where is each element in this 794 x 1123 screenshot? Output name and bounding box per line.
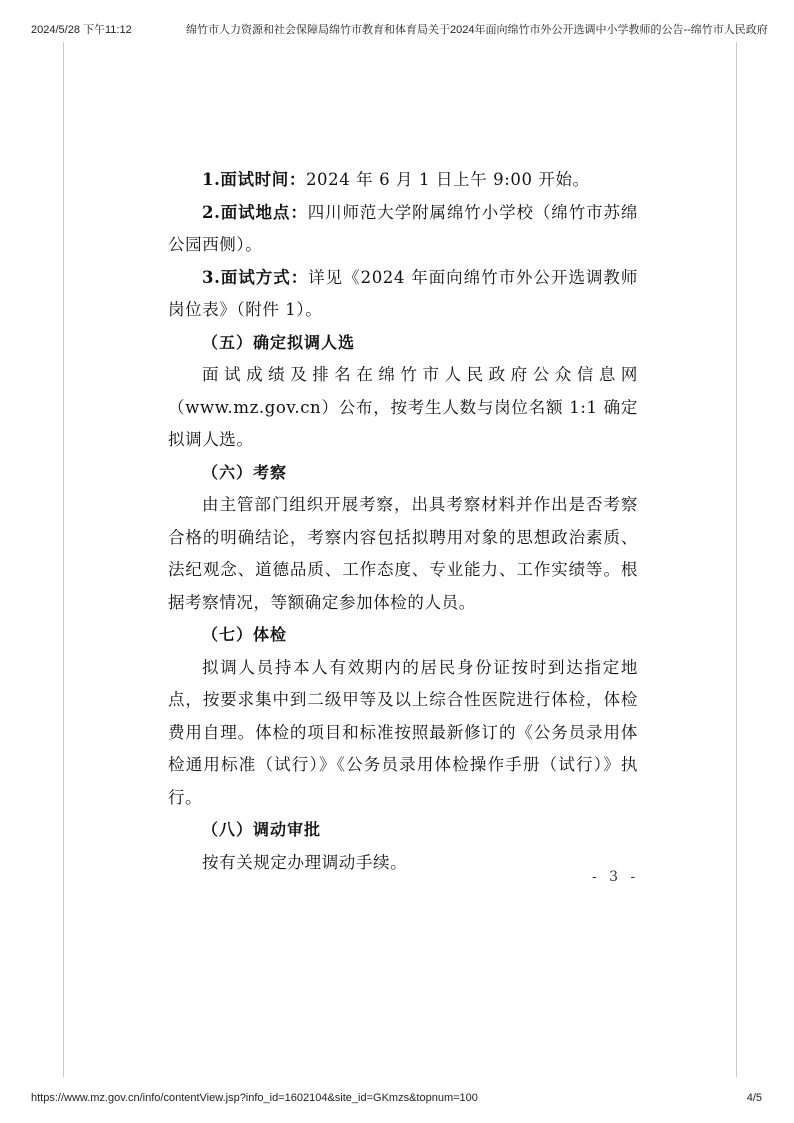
print-page-title: 绵竹市人力资源和社会保障局绵竹市教育和体育局关于2024年面向绵竹市外公开选调中小学教师的公告--绵竹市人民政府 [186,24,768,36]
interview-time-text: 2024 年 6 月 1 日上午 9:00 开始。 [305,170,590,189]
page-number: - 3 - [592,869,640,885]
interview-method-text: 详见《2024 年面向绵竹市外公开选调教师岗位表》（附件 1）。 [168,267,638,319]
interview-time-paragraph [168,164,638,197]
print-footer [0,1086,794,1106]
interview-place-paragraph [168,197,638,262]
interview-method-paragraph [168,262,638,327]
section6-heading: （六）考察 [202,462,288,482]
section5-heading: （五）确定拟调人选 [202,332,356,352]
interview-time-label: 1.面试时间： [202,170,306,189]
section7-paragraph: 拟调人员持本人有效期内的居民身份证按时到达指定地点，按要求集中到二级甲等及以上综合性医院进行体检，体检费用自理。体检的项目和标准按照最新修订的《公务员录用体检通用标准（试行）》《公务员录用体检操作手册（试行）》执行。 [168,657,638,807]
print-page-count: 4/5 [746,1092,762,1104]
print-header [0,0,794,36]
section5-paragraph: 面试成绩及排名在绵竹市人民政府公众信息网（www.mz.gov.cn）公布，按考生人数与岗位名额 1:1 确定拟调人选。 [168,365,638,449]
document-content [168,164,638,879]
print-url: https://www.mz.gov.cn/info/contentView.jsp?info_id=1602104&site_id=GKmzs&topnum=100 [31,1092,478,1104]
interview-method-label: 3.面试方式： [202,267,309,287]
section7-heading: （七）体检 [202,625,288,644]
interview-place-text: 四川师范大学附属绵竹小学校（绵竹市苏绵公园西侧）。 [168,202,638,254]
interview-place-label: 2.面试地点： [202,202,308,222]
section8-heading: （八）调动审批 [202,820,322,839]
print-timestamp: 2024/5/28 下午11:12 [31,24,132,36]
section6-paragraph: 由主管部门组织开展考察，出具考察材料并作出是否考察合格的明确结论，考察内容包括拟聘用对象的思想政治素质、法纪观念、道德品质、工作态度、专业能力、工作实绩等。根据考察情况，等额确定参加体检的人员。 [168,495,638,612]
section8-paragraph: 按有关规定办理调动手续。 [202,852,408,872]
